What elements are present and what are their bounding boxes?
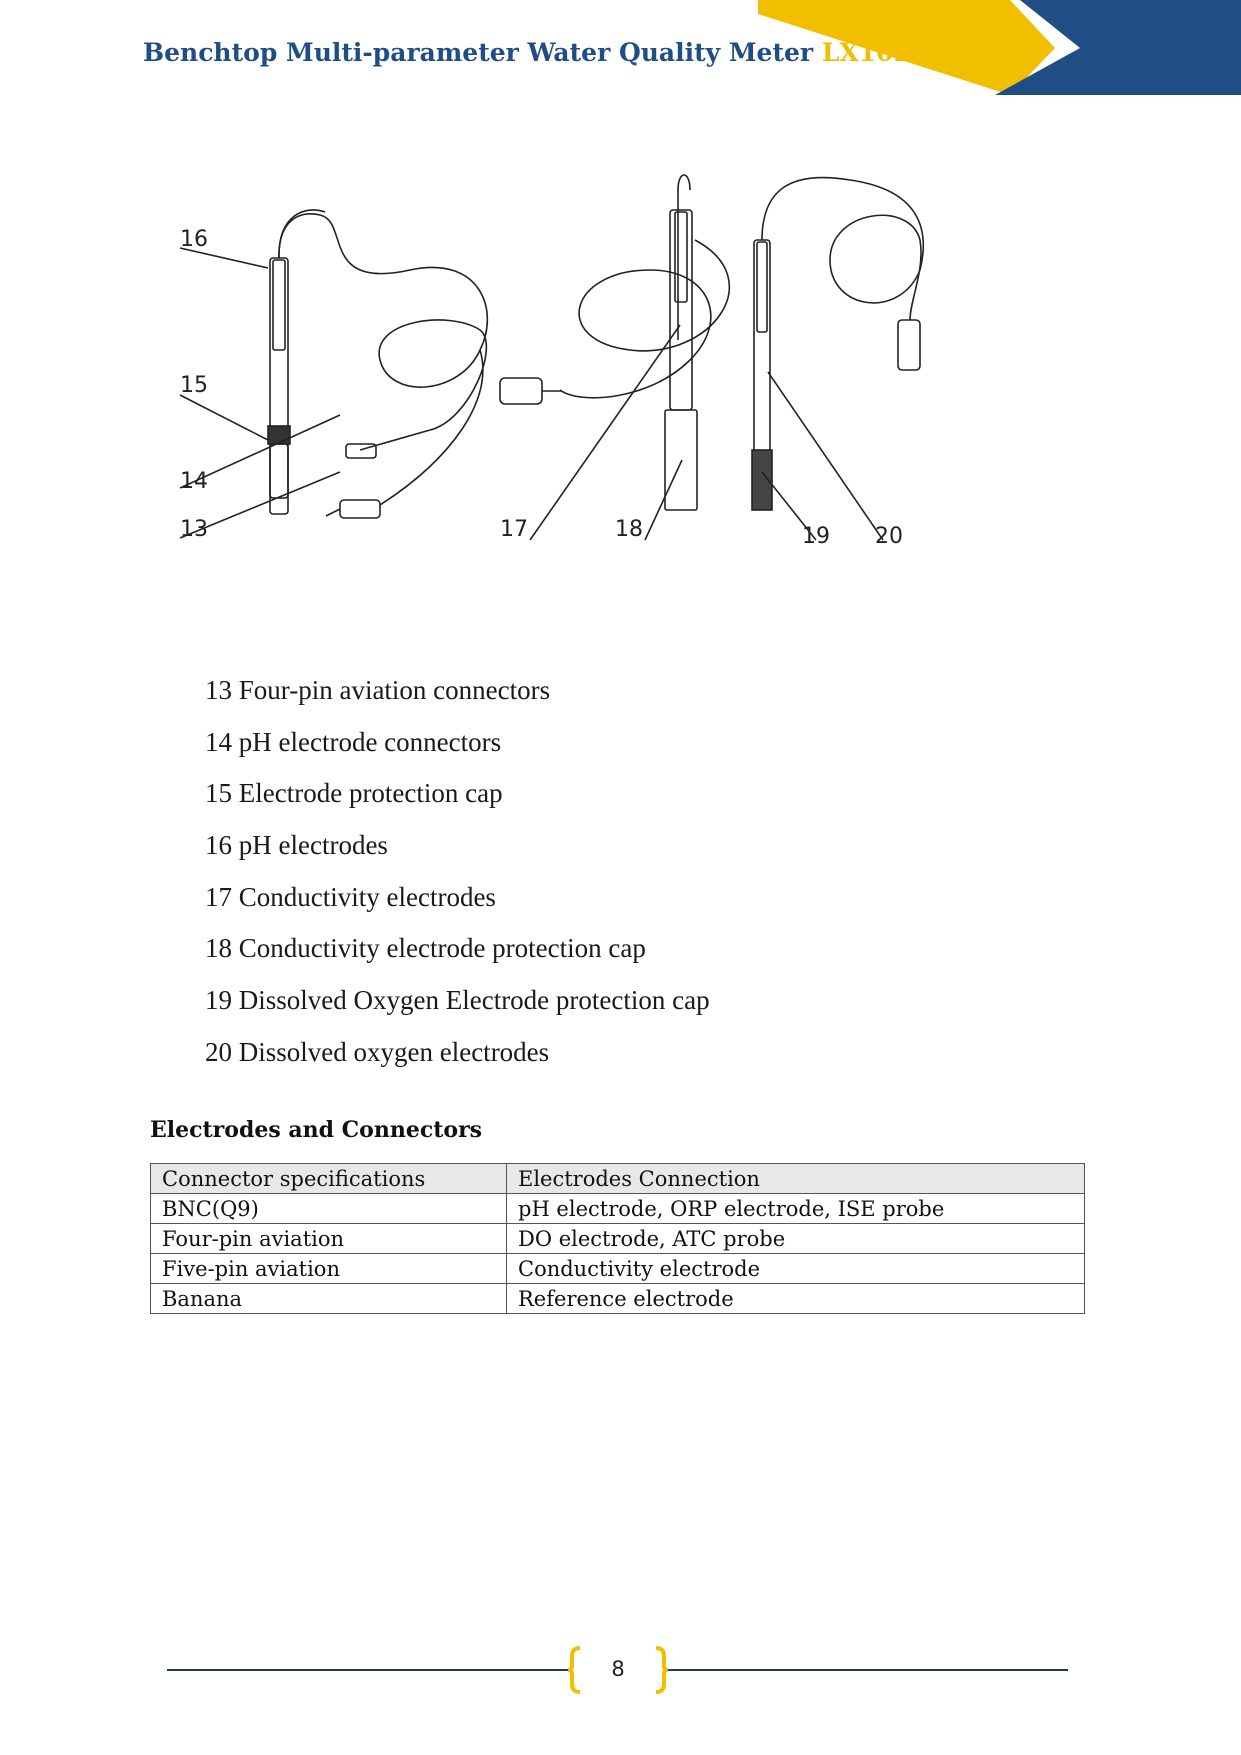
legend-item: 18 Conductivity electrode protection cap: [205, 933, 646, 964]
model-number: LX102MPWM: [821, 38, 1014, 67]
legend-item: 20 Dissolved oxygen electrodes: [205, 1036, 550, 1067]
table-row: [151, 1224, 1085, 1254]
conductivity-electrode-drawing: [500, 175, 729, 510]
table-cell: Four-pin aviation: [151, 1224, 507, 1254]
table-cell: DO electrode, ATC probe: [507, 1224, 1085, 1254]
legend-item: 14 pH electrode connectors: [205, 726, 502, 757]
legend-item: 17 Conductivity electrodes: [205, 881, 496, 912]
do-electrode-drawing: [752, 178, 923, 511]
callout-20: 20: [875, 524, 903, 549]
table-cell: Banana: [151, 1284, 507, 1314]
legend-item: 19 Dissolved Oxygen Electrode protection cap: [205, 985, 710, 1016]
column-header: Connector specifications: [151, 1164, 507, 1194]
legend-item: 13 Four-pin aviation connectors: [205, 675, 551, 705]
ph-electrode-drawing: [268, 210, 487, 518]
callout-16: 16: [180, 227, 208, 252]
table-header-row: [151, 1164, 1085, 1194]
right-brace-icon: [656, 1648, 668, 1692]
document-title-text: Benchtop Multi-parameter Water Quality Meter: [143, 38, 814, 67]
table-row: [151, 1284, 1085, 1314]
legend-item: 15 Electrode protection cap: [205, 778, 503, 809]
column-header: Electrodes Connection: [507, 1164, 1085, 1194]
table-row: [151, 1194, 1085, 1224]
callout-17: 17: [500, 517, 528, 542]
left-brace-icon: [568, 1648, 580, 1692]
electrode-illustration: [150, 160, 1050, 630]
figure-legend: [205, 673, 710, 1087]
table-cell: BNC(Q9): [151, 1194, 507, 1224]
table-cell: pH electrode, ORP electrode, ISE probe: [507, 1194, 1085, 1224]
callout-15: 15: [180, 373, 208, 398]
callout-19: 19: [802, 524, 830, 549]
document-title: [143, 38, 1013, 67]
table-cell: Five-pin aviation: [151, 1254, 507, 1284]
callout-14: 14: [180, 469, 208, 494]
page-number: 8: [611, 1657, 625, 1681]
table-row: [151, 1254, 1085, 1284]
callout-18: 18: [615, 517, 643, 542]
table-cell: Conductivity electrode: [507, 1254, 1085, 1284]
table-cell: Reference electrode: [507, 1284, 1085, 1314]
section-heading: Electrodes and Connectors: [150, 1117, 483, 1143]
callout-13: 13: [180, 517, 208, 542]
connector-table: [150, 1163, 1085, 1314]
legend-item: 16 pH electrodes: [205, 830, 388, 861]
